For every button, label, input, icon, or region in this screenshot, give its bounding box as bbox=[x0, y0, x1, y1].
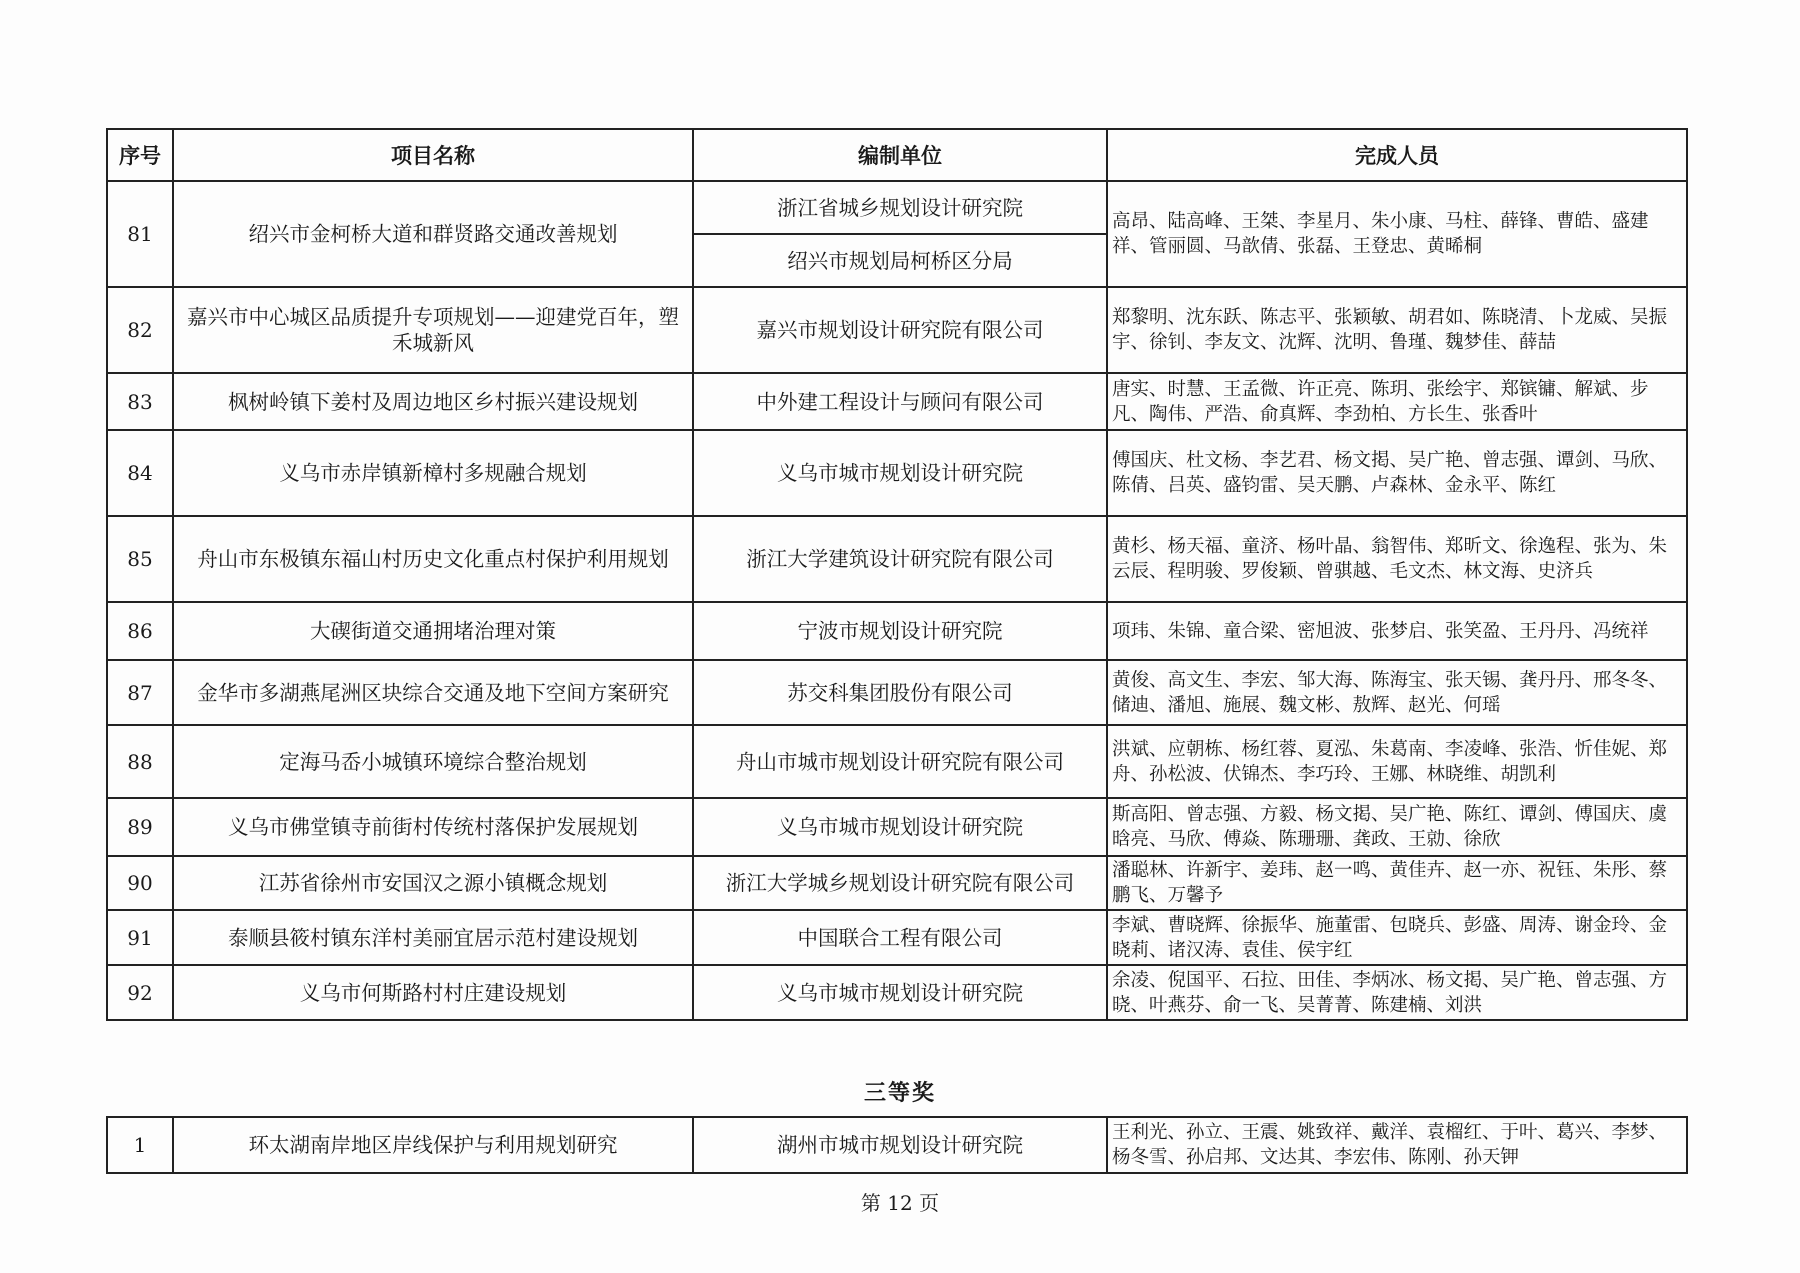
row-unit: 义乌市城市规划设计研究院 bbox=[693, 965, 1107, 1020]
row-unit-2: 绍兴市规划局柯桥区分局 bbox=[693, 234, 1107, 287]
row-unit: 宁波市规划设计研究院 bbox=[693, 602, 1107, 660]
header-num: 序号 bbox=[107, 129, 173, 181]
table-header-row bbox=[107, 129, 1687, 181]
row-num: 90 bbox=[107, 856, 173, 910]
row-people: 郑黎明、沈东跃、陈志平、张颖敏、胡君如、陈晓清、卜龙威、吴振宇、徐钊、李友文、沈辉、沈明、鲁瑾、魏梦佳、薛喆 bbox=[1107, 287, 1687, 373]
header-unit: 编制单位 bbox=[693, 129, 1107, 181]
table-row bbox=[107, 660, 1687, 725]
row-unit: 义乌市城市规划设计研究院 bbox=[693, 430, 1107, 516]
row-unit: 中外建工程设计与顾问有限公司 bbox=[693, 373, 1107, 430]
row-name: 江苏省徐州市安国汉之源小镇概念规划 bbox=[173, 856, 693, 910]
header-people: 完成人员 bbox=[1107, 129, 1687, 181]
row-unit: 舟山市城市规划设计研究院有限公司 bbox=[693, 725, 1107, 798]
table-row bbox=[107, 602, 1687, 660]
row-people: 傅国庆、杜文杨、李艺君、杨文掲、吴广艳、曾志强、谭剑、马欣、陈倩、吕英、盛钧雷、吴天鹏、卢森林、金永平、陈红 bbox=[1107, 430, 1687, 516]
row-name: 义乌市何斯路村村庄建设规划 bbox=[173, 965, 693, 1020]
row-name: 泰顺县筱村镇东洋村美丽宜居示范村建设规划 bbox=[173, 910, 693, 965]
row-unit: 湖州市城市规划设计研究院 bbox=[693, 1117, 1107, 1173]
row-num: 84 bbox=[107, 430, 173, 516]
table-row bbox=[107, 965, 1687, 1020]
row-name: 环太湖南岸地区岸线保护与利用规划研究 bbox=[173, 1117, 693, 1173]
row-name: 大碶街道交通拥堵治理对策 bbox=[173, 602, 693, 660]
row-num: 82 bbox=[107, 287, 173, 373]
award-table bbox=[106, 128, 1688, 1021]
row-unit: 义乌市城市规划设计研究院 bbox=[693, 798, 1107, 856]
row-num: 88 bbox=[107, 725, 173, 798]
row-num: 86 bbox=[107, 602, 173, 660]
row-people: 潘聪林、许新宇、姜玮、赵一鸣、黄佳卉、赵一亦、祝钰、朱彤、蔡鹏飞、万馨予 bbox=[1107, 856, 1687, 910]
row-people: 高昂、陆高峰、王桀、李星月、朱小康、马柱、薛锋、曹皓、盛建祥、管丽圆、马歆倩、张磊、王登忠、黄晞桐 bbox=[1107, 181, 1687, 287]
row-people: 李斌、曹晓辉、徐振华、施董雷、包晓兵、彭盛、周涛、谢金玲、金晓莉、诸汉涛、袁佳、侯宇红 bbox=[1107, 910, 1687, 965]
row-num: 87 bbox=[107, 660, 173, 725]
row-name: 嘉兴市中心城区品质提升专项规划——迎建党百年，塑禾城新风 bbox=[173, 287, 693, 373]
row-name: 舟山市东极镇东福山村历史文化重点村保护利用规划 bbox=[173, 516, 693, 602]
row-num: 83 bbox=[107, 373, 173, 430]
row-people: 余凌、倪国平、石拉、田佳、李炳冰、杨文掲、吴广艳、曾志强、方晓、叶燕芬、俞一飞、吴菁菁、陈建楠、刘洪 bbox=[1107, 965, 1687, 1020]
row-name: 定海马岙小城镇环境综合整治规划 bbox=[173, 725, 693, 798]
third-prize-table bbox=[106, 1116, 1688, 1174]
table-row bbox=[107, 1117, 1687, 1173]
row-num: 91 bbox=[107, 910, 173, 965]
row-unit: 嘉兴市规划设计研究院有限公司 bbox=[693, 287, 1107, 373]
row-unit: 苏交科集团股份有限公司 bbox=[693, 660, 1107, 725]
row-unit: 中国联合工程有限公司 bbox=[693, 910, 1107, 965]
row-people: 王利光、孙立、王震、姚致祥、戴洋、袁榴红、于叶、葛兴、李梦、杨冬雪、孙启邦、文达其、李宏伟、陈刚、孙天钾 bbox=[1107, 1117, 1687, 1173]
row-people: 黄俊、高文生、李宏、邹大海、陈海宝、张天锡、龚丹丹、邢冬冬、储迪、潘旭、施展、魏文彬、敖辉、赵光、何瑶 bbox=[1107, 660, 1687, 725]
third-prize-title: 三等奖 bbox=[863, 1080, 936, 1106]
table-row bbox=[107, 856, 1687, 910]
table-row bbox=[107, 430, 1687, 516]
row-unit: 浙江大学城乡规划设计研究院有限公司 bbox=[693, 856, 1107, 910]
row-people: 斯高阳、曾志强、方毅、杨文掲、吴广艳、陈红、谭剑、傅国庆、虞晗亮、马欣、傅焱、陈珊珊、龚政、王勍、徐欣 bbox=[1107, 798, 1687, 856]
row-unit: 浙江省城乡规划设计研究院 bbox=[693, 181, 1107, 234]
table-row bbox=[107, 373, 1687, 430]
table-row bbox=[107, 910, 1687, 965]
row-num: 85 bbox=[107, 516, 173, 602]
row-num: 89 bbox=[107, 798, 173, 856]
row-name: 枫树岭镇下姜村及周边地区乡村振兴建设规划 bbox=[173, 373, 693, 430]
table-row bbox=[107, 287, 1687, 373]
row-num: 92 bbox=[107, 965, 173, 1020]
page-number: 第 12 页 bbox=[860, 1191, 940, 1215]
row-name: 金华市多湖燕尾洲区块综合交通及地下空间方案研究 bbox=[173, 660, 693, 725]
row-name: 义乌市佛堂镇寺前街村传统村落保护发展规划 bbox=[173, 798, 693, 856]
row-name: 义乌市赤岸镇新樟村多规融合规划 bbox=[173, 430, 693, 516]
row-people: 项玮、朱锦、童合梁、密旭波、张梦启、张笑盈、王丹丹、冯统祥 bbox=[1107, 602, 1687, 660]
row-num: 1 bbox=[107, 1117, 173, 1173]
row-people: 唐实、时慧、王孟微、许正亮、陈玥、张绘宇、郑镔镛、解斌、步凡、陶伟、严浩、俞真辉、李劲柏、方长生、张香叶 bbox=[1107, 373, 1687, 430]
row-people: 洪斌、应朝栋、杨红蓉、夏泓、朱葛南、李凌峰、张浩、忻佳妮、郑舟、孙松波、伏锦杰、李巧玲、王娜、林晓维、胡凯利 bbox=[1107, 725, 1687, 798]
table-row bbox=[107, 725, 1687, 798]
table-row bbox=[107, 798, 1687, 856]
row-name: 绍兴市金柯桥大道和群贤路交通改善规划 bbox=[173, 181, 693, 287]
table-row bbox=[107, 516, 1687, 602]
row-num: 81 bbox=[107, 181, 173, 287]
row-people: 黄杉、杨天福、童济、杨叶晶、翁智伟、郑昕文、徐逸程、张为、朱云辰、程明骏、罗俊颖、曾骐越、毛文杰、林文海、史济兵 bbox=[1107, 516, 1687, 602]
header-name: 项目名称 bbox=[173, 129, 693, 181]
row-unit: 浙江大学建筑设计研究院有限公司 bbox=[693, 516, 1107, 602]
table-row bbox=[107, 181, 1687, 234]
